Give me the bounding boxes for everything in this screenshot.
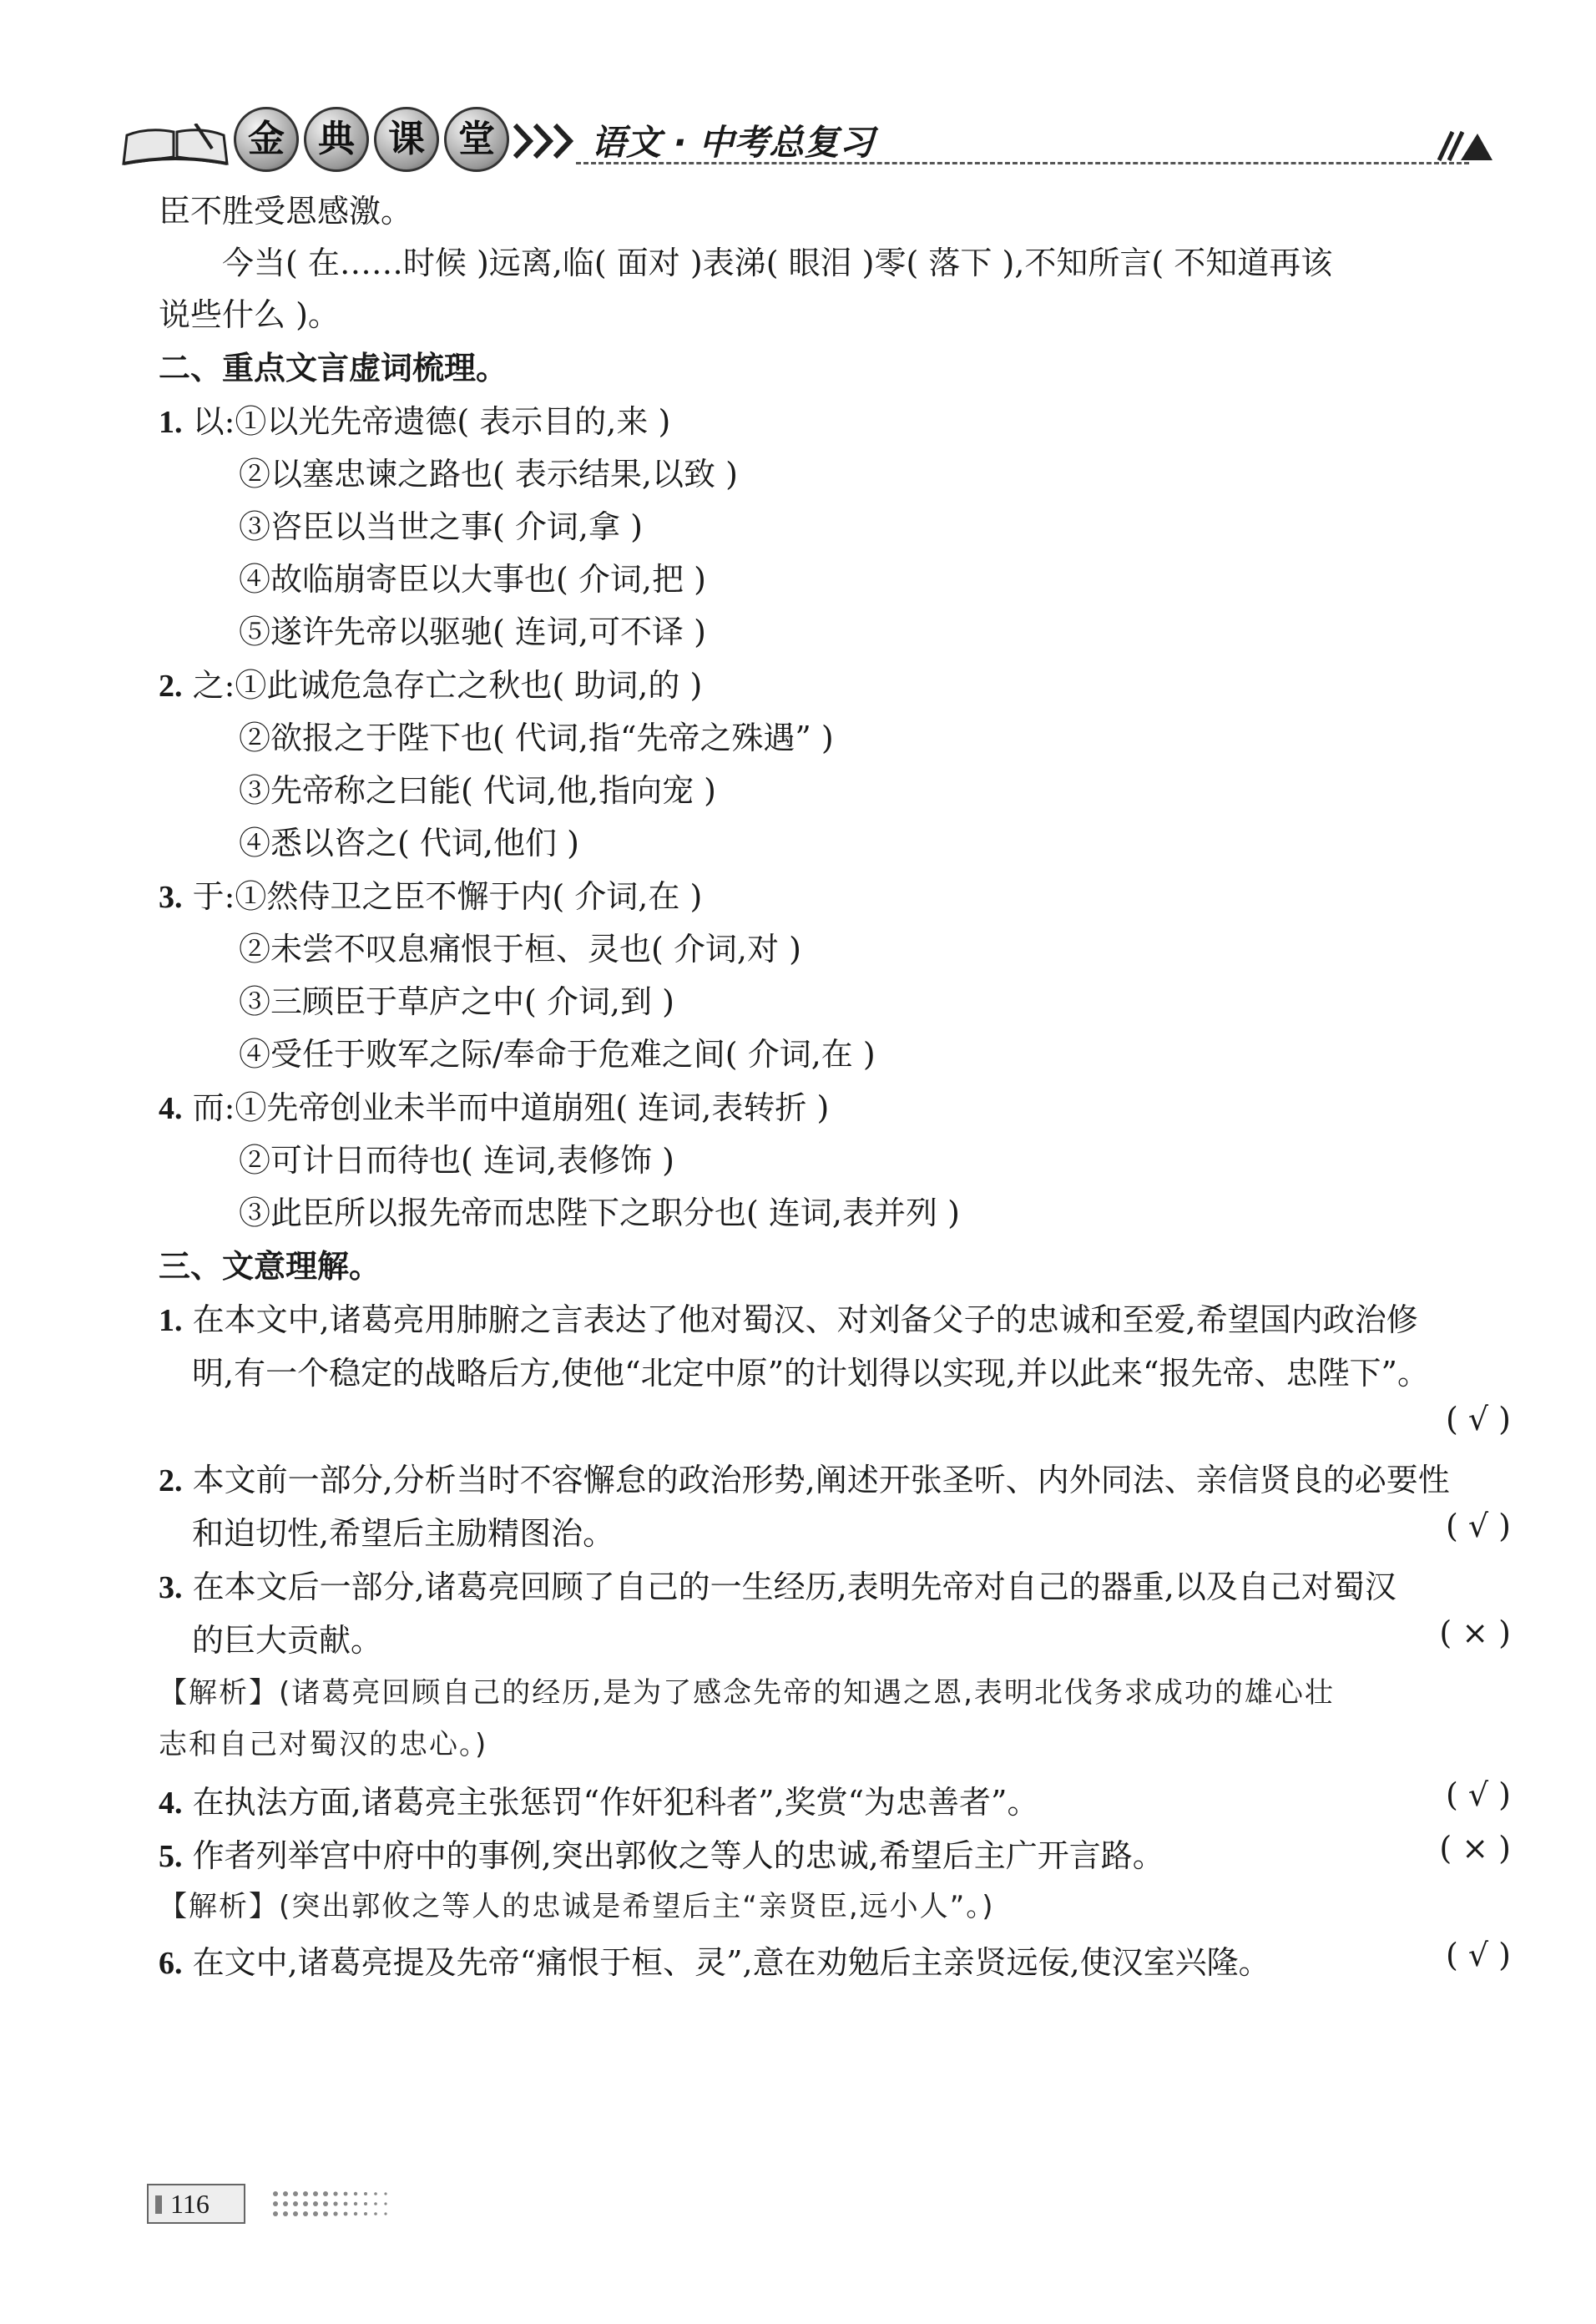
brand-char: 典 — [304, 107, 369, 172]
answer-mark: ( √ ) — [1445, 1937, 1511, 1973]
item-number: 3. — [159, 880, 183, 915]
brand-title — [234, 107, 509, 172]
list-item: ⑤遂许先帝以驱驰( 连词,可不译 ) — [239, 614, 706, 650]
header-divider — [576, 162, 1469, 164]
page-marker-icon — [155, 2195, 162, 2214]
brand-char: 堂 — [444, 107, 509, 172]
item-text: 以:①以光先帝遗德( 表示目的,来 ) — [182, 403, 671, 440]
slash-triangle-icon — [1436, 129, 1494, 162]
text-line: 今当( 在……时候 )远离,临( 面对 )表涕( 眼泪 )零( 落下 ),不知所言( 不知道再该 — [222, 245, 1333, 281]
chevron-right-icon — [513, 120, 580, 162]
question-number: 5. — [159, 1839, 183, 1874]
question-line: 明,有一个稳定的战略后方,使他“北定中原”的计划得以实现,并以此来“报先帝、忠陛下”。 — [192, 1355, 1429, 1392]
question-number: 6. — [159, 1946, 183, 1981]
list-item — [159, 1082, 829, 1128]
answer-mark: ( √ ) — [1445, 1401, 1511, 1437]
question-line — [159, 1937, 1270, 1983]
dot-pattern-decoration — [270, 2187, 462, 2220]
list-item: ④故临崩寄臣以大事也( 介词,把 ) — [239, 561, 706, 598]
text-line: 说些什么 )。 — [159, 296, 340, 333]
list-item — [159, 396, 670, 442]
question-text: 作者列举宫中府中的事例,突出郭攸之等人的忠诚,希望后主广开言路。 — [182, 1837, 1164, 1874]
page-header — [117, 99, 1494, 174]
list-item: ④悉以咨之( 代词,他们 ) — [239, 825, 579, 861]
question-line — [159, 1561, 1396, 1607]
list-item — [159, 871, 702, 917]
list-item: ③咨臣以当世之事( 介词,拿 ) — [239, 508, 643, 545]
item-number: 2. — [159, 669, 183, 704]
item-number: 1. — [159, 405, 183, 440]
subject-title: 语文 · 中考总复习 — [591, 122, 875, 163]
analysis-note: 【解析】(诸葛亮回顾自己的经历,是为了感念先帝的知遇之恩,表明北伐务求成功的雄心壮 — [159, 1676, 1335, 1710]
answer-mark: ( √ ) — [1445, 1508, 1511, 1544]
list-item: ③三顾臣于草庐之中( 介词,到 ) — [239, 983, 674, 1020]
question-text: 在文中,诸葛亮提及先帝“痛恨于桓、灵”,意在劝勉后主亲贤远佞,使汉室兴隆。 — [182, 1944, 1270, 1981]
question-text: 在本文中,诸葛亮用肺腑之言表达了他对蜀汉、对刘备父子的忠诚和至爱,希望国内政治修 — [182, 1301, 1418, 1338]
list-item: ④受任于败军之际/奉命于危难之间( 介词,在 ) — [239, 1036, 876, 1073]
question-line — [159, 1830, 1164, 1876]
question-line — [159, 1776, 1038, 1822]
analysis-note: 志和自己对蜀汉的忠心。) — [159, 1728, 488, 1761]
question-number: 4. — [159, 1786, 183, 1821]
question-text: 本文前一部分,分析当时不容懈怠的政治形势,阐述开张圣听、内外同法、亲信贤良的必要性 — [182, 1462, 1450, 1498]
question-line: 和迫切性,希望后主励精图治。 — [192, 1515, 615, 1552]
question-line — [159, 1294, 1418, 1340]
question-number: 1. — [159, 1303, 183, 1338]
list-item: ②以塞忠谏之路也( 表示结果,以致 ) — [239, 456, 738, 493]
section-heading: 三、文意理解。 — [159, 1248, 381, 1285]
brand-char: 课 — [374, 107, 439, 172]
item-text: 之:①此诚危急存亡之秋也( 助词,的 ) — [182, 667, 703, 704]
item-text: 于:①然侍卫之臣不懈于内( 介词,在 ) — [182, 878, 703, 915]
page-number: 116 — [170, 2189, 210, 2219]
analysis-note: 【解析】(突出郭攸之等人的忠诚是希望后主“亲贤臣,远小人”。) — [159, 1890, 995, 1923]
list-item: ②欲报之于陛下也( 代词,指“先帝之殊遇” ) — [239, 720, 834, 756]
page-number-box — [147, 2184, 245, 2224]
item-text: 而:①先帝创业未半而中道崩殂( 连词,表转折 ) — [182, 1089, 830, 1126]
answer-mark: ( × ) — [1439, 1614, 1511, 1651]
list-item — [159, 659, 702, 705]
answer-mark: ( √ ) — [1445, 1776, 1511, 1813]
text-line: 臣不胜受恩感激。 — [159, 193, 413, 230]
page-footer — [147, 2184, 481, 2225]
list-item: ③先帝称之曰能( 代词,他,指向宠 ) — [239, 772, 716, 809]
question-number: 2. — [159, 1463, 183, 1498]
list-item: ②未尝不叹息痛恨于桓、灵也( 介词,对 ) — [239, 931, 801, 967]
item-number: 4. — [159, 1091, 183, 1126]
list-item: ③此臣所以报先帝而忠陛下之职分也( 连词,表并列 ) — [239, 1195, 960, 1231]
question-line: 的巨大贡献。 — [192, 1622, 383, 1659]
open-book-icon — [120, 124, 230, 169]
question-text: 在本文后一部分,诸葛亮回顾了自己的一生经历,表明先帝对自己的器重,以及自己对蜀汉 — [182, 1569, 1396, 1605]
brand-char: 金 — [234, 107, 299, 172]
list-item: ②可计日而待也( 连词,表修饰 ) — [239, 1142, 674, 1179]
question-text: 在执法方面,诸葛亮主张惩罚“作奸犯科者”,奖赏“为忠善者”。 — [182, 1784, 1039, 1821]
question-line — [159, 1454, 1450, 1500]
section-heading: 二、重点文言虚词梳理。 — [159, 350, 508, 386]
answer-mark: ( × ) — [1439, 1830, 1511, 1867]
question-number: 3. — [159, 1570, 183, 1605]
